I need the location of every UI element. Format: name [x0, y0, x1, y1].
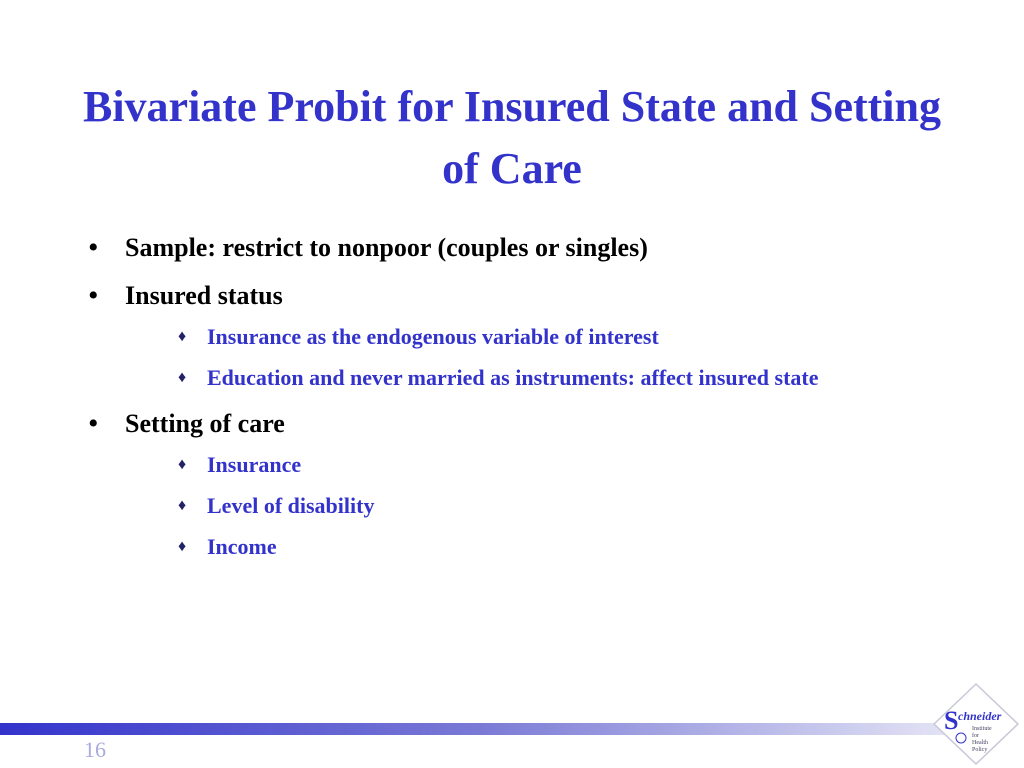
logo-name: chneider	[958, 709, 1002, 723]
sub-bullet	[170, 530, 907, 563]
bullet-insured-status	[88, 278, 948, 394]
bullet-icon: •	[88, 231, 99, 264]
sub-bullet	[170, 448, 907, 481]
sub-bullet	[170, 361, 907, 394]
slide-title: Bivariate Probit for Insured State and Setting of Care	[82, 82, 942, 193]
sub-bullet-list	[125, 320, 948, 394]
diamond-icon: ♦	[178, 456, 187, 473]
sub-bullet-text: Insurance as the endogenous variable of interest	[207, 324, 659, 349]
bullet-text: Sample: restrict to nonpoor (couples or singles)	[125, 233, 648, 262]
page-number: 16	[84, 737, 106, 762]
slide-content	[88, 230, 948, 575]
schneider-institute-logo	[932, 682, 1020, 766]
sub-bullet-text: Income	[207, 534, 277, 559]
diamond-icon: ♦	[178, 328, 187, 345]
bullet-text: Insured status	[125, 281, 283, 310]
footer-gradient-bar	[0, 723, 960, 735]
bullet-setting-of-care	[88, 406, 948, 563]
bullet-icon: •	[88, 407, 99, 440]
diamond-icon: ♦	[178, 497, 187, 514]
logo-line-1: Institute	[972, 726, 992, 732]
sub-bullet	[170, 320, 907, 353]
sub-bullet-text: Education and never married as instruments: affect insured state	[207, 365, 819, 390]
bullet-text: Setting of care	[125, 409, 285, 438]
sub-bullet-text: Insurance	[207, 452, 302, 477]
bullet-icon: •	[88, 279, 99, 312]
logo-initial: S	[944, 706, 959, 735]
diamond-icon: ♦	[178, 538, 187, 555]
logo-line-4: Policy	[972, 747, 988, 753]
diamond-icon: ♦	[178, 369, 187, 386]
logo-line-3: Health	[972, 740, 988, 746]
sub-bullet	[170, 489, 907, 522]
logo-line-2: for	[972, 733, 979, 739]
sub-bullet-text: Level of disability	[207, 493, 375, 518]
sub-bullet-list	[125, 448, 948, 563]
bullet-sample	[88, 230, 948, 266]
